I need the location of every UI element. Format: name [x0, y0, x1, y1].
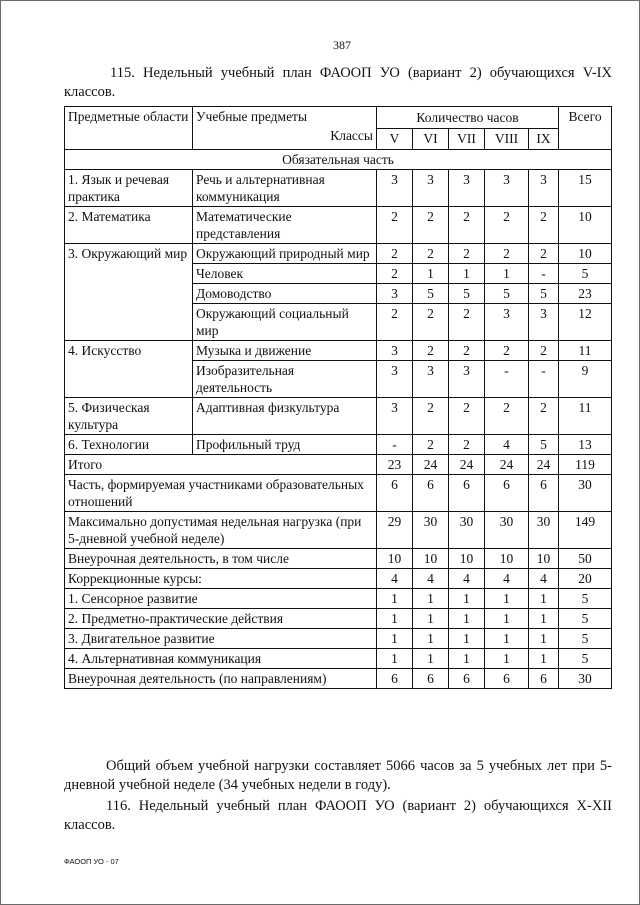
- total-cell: 9: [559, 361, 612, 398]
- grade-header-vi: VI: [413, 128, 449, 150]
- hours-cell: -: [377, 435, 413, 455]
- hours-cell: 1: [529, 629, 559, 649]
- hours-cell: 5: [529, 435, 559, 455]
- hours-cell: 1: [529, 649, 559, 669]
- hours-cell: 3: [413, 170, 449, 207]
- summary-label: 2. Предметно-практические действия: [65, 609, 377, 629]
- hours-cell: 2: [529, 398, 559, 435]
- hours-cell: 1: [377, 649, 413, 669]
- hours-cell: 4: [485, 435, 529, 455]
- subject-name: Адаптивная физкультура: [193, 398, 377, 435]
- total-cell: 50: [559, 549, 612, 569]
- header-areas: Предметные области: [65, 107, 193, 150]
- hours-cell: -: [529, 361, 559, 398]
- hours-cell: 1: [377, 629, 413, 649]
- hours-cell: 1: [413, 649, 449, 669]
- header-hours: Количество часов: [377, 107, 559, 129]
- hours-cell: 10: [377, 549, 413, 569]
- total-cell: 5: [559, 629, 612, 649]
- hours-cell: 23: [377, 455, 413, 475]
- header-subjects: [193, 107, 377, 150]
- hours-cell: 10: [413, 549, 449, 569]
- hours-cell: 3: [377, 341, 413, 361]
- hours-cell: -: [485, 361, 529, 398]
- header-total: Всего: [559, 107, 612, 150]
- total-cell: 119: [559, 455, 612, 475]
- summary-label: 1. Сенсорное развитие: [65, 589, 377, 609]
- summary-row: [65, 569, 612, 589]
- hours-cell: 2: [377, 244, 413, 264]
- section-heading-116: 116. Недельный учебный план ФАООП УО (вариант 2) обучающихся X-XII классов.: [64, 798, 612, 833]
- hours-cell: 2: [413, 244, 449, 264]
- hours-cell: 10: [529, 549, 559, 569]
- hours-cell: 3: [485, 170, 529, 207]
- section-heading-115: 115. Недельный учебный план ФАООП УО (вариант 2) обучающихся V-IX классов.: [64, 65, 612, 100]
- summary-label: Часть, формируемая участниками образовательных отношений: [65, 475, 377, 512]
- area-name: 2. Математика: [65, 207, 193, 244]
- hours-cell: 3: [377, 284, 413, 304]
- total-cell: 11: [559, 341, 612, 361]
- section-row: [65, 150, 612, 170]
- total-cell: 15: [559, 170, 612, 207]
- total-cell: 20: [559, 569, 612, 589]
- hours-cell: 1: [413, 629, 449, 649]
- hours-cell: 3: [529, 304, 559, 341]
- hours-cell: 1: [485, 649, 529, 669]
- summary-row: [65, 475, 612, 512]
- hours-cell: 5: [449, 284, 485, 304]
- hours-cell: -: [529, 264, 559, 284]
- total-cell: 5: [559, 649, 612, 669]
- subject-row: [65, 170, 612, 207]
- summary-row: [65, 455, 612, 475]
- hours-cell: 2: [529, 207, 559, 244]
- hours-cell: 1: [485, 589, 529, 609]
- grade-header-v: V: [377, 128, 413, 150]
- hours-cell: 1: [485, 629, 529, 649]
- hours-cell: 1: [449, 589, 485, 609]
- hours-cell: 3: [377, 170, 413, 207]
- hours-cell: 3: [377, 398, 413, 435]
- subject-row: [65, 341, 612, 361]
- hours-cell: 24: [449, 455, 485, 475]
- summary-row: [65, 629, 612, 649]
- total-cell: 10: [559, 207, 612, 244]
- total-cell: 5: [559, 609, 612, 629]
- subject-row: [65, 435, 612, 455]
- hours-cell: 2: [413, 398, 449, 435]
- subject-name: Речь и альтернативная коммуникация: [193, 170, 377, 207]
- hours-cell: 1: [449, 649, 485, 669]
- hours-cell: 2: [377, 304, 413, 341]
- hours-cell: 1: [377, 589, 413, 609]
- hours-cell: 10: [449, 549, 485, 569]
- hours-cell: 5: [529, 284, 559, 304]
- hours-cell: 2: [413, 435, 449, 455]
- hours-cell: 24: [529, 455, 559, 475]
- summary-row: [65, 649, 612, 669]
- summary-row: [65, 669, 612, 689]
- hours-cell: 30: [413, 512, 449, 549]
- hours-cell: 29: [377, 512, 413, 549]
- document-footer: ФАООП УО - 07: [64, 857, 119, 866]
- summary-label: Максимально допустимая недельная нагрузка (при 5-дневной учебной неделе): [65, 512, 377, 549]
- hours-cell: 6: [529, 669, 559, 689]
- total-cell: 149: [559, 512, 612, 549]
- hours-cell: 2: [529, 341, 559, 361]
- grade-header-ix: IX: [529, 128, 559, 150]
- hours-cell: 6: [485, 475, 529, 512]
- hours-cell: 5: [485, 284, 529, 304]
- subject-name: Математические представления: [193, 207, 377, 244]
- summary-label: Внеурочная деятельность (по направлениям): [65, 669, 377, 689]
- hours-cell: 2: [529, 244, 559, 264]
- subject-row: [65, 398, 612, 435]
- hours-cell: 5: [413, 284, 449, 304]
- workload-note: Общий объем учебной нагрузки составляет 5066 часов за 5 учебных лет при 5-дневной учебной неделе (34 учебных недели в году).: [64, 758, 612, 793]
- summary-row: [65, 589, 612, 609]
- hours-cell: 2: [485, 398, 529, 435]
- area-name: 5. Физическая культура: [65, 398, 193, 435]
- hours-cell: 1: [413, 264, 449, 284]
- total-cell: 23: [559, 284, 612, 304]
- subject-name: Изобразительная деятельность: [193, 361, 377, 398]
- hours-cell: 1: [485, 264, 529, 284]
- total-cell: 12: [559, 304, 612, 341]
- hours-cell: 6: [449, 475, 485, 512]
- hours-cell: 2: [449, 341, 485, 361]
- hours-cell: 1: [529, 609, 559, 629]
- hours-cell: 6: [449, 669, 485, 689]
- hours-cell: 1: [485, 609, 529, 629]
- area-name: 6. Технологии: [65, 435, 193, 455]
- hours-cell: 1: [449, 264, 485, 284]
- summary-row: [65, 512, 612, 549]
- hours-cell: 2: [449, 304, 485, 341]
- hours-cell: 1: [413, 589, 449, 609]
- hours-cell: 6: [485, 669, 529, 689]
- summary-label: 4. Альтернативная коммуникация: [65, 649, 377, 669]
- hours-cell: 4: [413, 569, 449, 589]
- hours-cell: 2: [413, 207, 449, 244]
- page-number: 387: [333, 38, 351, 52]
- subject-row: [65, 207, 612, 244]
- hours-cell: 3: [449, 170, 485, 207]
- summary-row: [65, 549, 612, 569]
- hours-cell: 3: [529, 170, 559, 207]
- hours-cell: 6: [377, 475, 413, 512]
- total-cell: 11: [559, 398, 612, 435]
- table-header-row: [65, 107, 612, 129]
- area-name: 3. Окружающий мир: [65, 244, 193, 341]
- subject-name: Музыка и движение: [193, 341, 377, 361]
- total-cell: 30: [559, 475, 612, 512]
- hours-cell: 3: [449, 361, 485, 398]
- hours-cell: 2: [449, 207, 485, 244]
- section-mandatory: Обязательная часть: [65, 150, 612, 170]
- hours-cell: 2: [377, 207, 413, 244]
- hours-cell: 6: [529, 475, 559, 512]
- hours-cell: 2: [485, 244, 529, 264]
- hours-cell: 1: [377, 609, 413, 629]
- hours-cell: 30: [449, 512, 485, 549]
- hours-cell: 2: [485, 341, 529, 361]
- hours-cell: 24: [413, 455, 449, 475]
- hours-cell: 1: [449, 629, 485, 649]
- hours-cell: 1: [529, 589, 559, 609]
- subject-name: Окружающий социальный мир: [193, 304, 377, 341]
- hours-cell: 3: [377, 361, 413, 398]
- grade-header-vii: VII: [449, 128, 485, 150]
- area-name: 4. Искусство: [65, 341, 193, 398]
- hours-cell: 4: [377, 569, 413, 589]
- hours-cell: 2: [449, 244, 485, 264]
- hours-cell: 4: [449, 569, 485, 589]
- summary-label: Внеурочная деятельность, в том числе: [65, 549, 377, 569]
- subject-name: Человек: [193, 264, 377, 284]
- hours-cell: 10: [485, 549, 529, 569]
- hours-cell: 6: [413, 669, 449, 689]
- grade-header-viii: VIII: [485, 128, 529, 150]
- subject-name: Окружающий природный мир: [193, 244, 377, 264]
- hours-cell: 3: [413, 361, 449, 398]
- total-cell: 10: [559, 244, 612, 264]
- hours-cell: 6: [377, 669, 413, 689]
- hours-cell: 2: [377, 264, 413, 284]
- hours-cell: 1: [413, 609, 449, 629]
- summary-label: Итого: [65, 455, 377, 475]
- hours-cell: 2: [485, 207, 529, 244]
- curriculum-table: [64, 106, 612, 689]
- hours-cell: 24: [485, 455, 529, 475]
- hours-cell: 1: [449, 609, 485, 629]
- hours-cell: 2: [449, 435, 485, 455]
- summary-label: Коррекционные курсы:: [65, 569, 377, 589]
- hours-cell: 4: [529, 569, 559, 589]
- subject-row: [65, 244, 612, 264]
- header-subjects-label: Учебные предметы: [196, 109, 308, 124]
- total-cell: 5: [559, 589, 612, 609]
- hours-cell: 2: [413, 341, 449, 361]
- hours-cell: 3: [485, 304, 529, 341]
- hours-cell: 30: [529, 512, 559, 549]
- hours-cell: 2: [413, 304, 449, 341]
- header-classes-label: Классы: [330, 128, 373, 143]
- total-cell: 13: [559, 435, 612, 455]
- summary-row: [65, 609, 612, 629]
- subject-name: Профильный труд: [193, 435, 377, 455]
- hours-cell: 6: [413, 475, 449, 512]
- total-cell: 30: [559, 669, 612, 689]
- area-name: 1. Язык и речевая практика: [65, 170, 193, 207]
- summary-label: 3. Двигательное развитие: [65, 629, 377, 649]
- hours-cell: 30: [485, 512, 529, 549]
- total-cell: 5: [559, 264, 612, 284]
- subject-name: Домоводство: [193, 284, 377, 304]
- hours-cell: 2: [449, 398, 485, 435]
- hours-cell: 4: [485, 569, 529, 589]
